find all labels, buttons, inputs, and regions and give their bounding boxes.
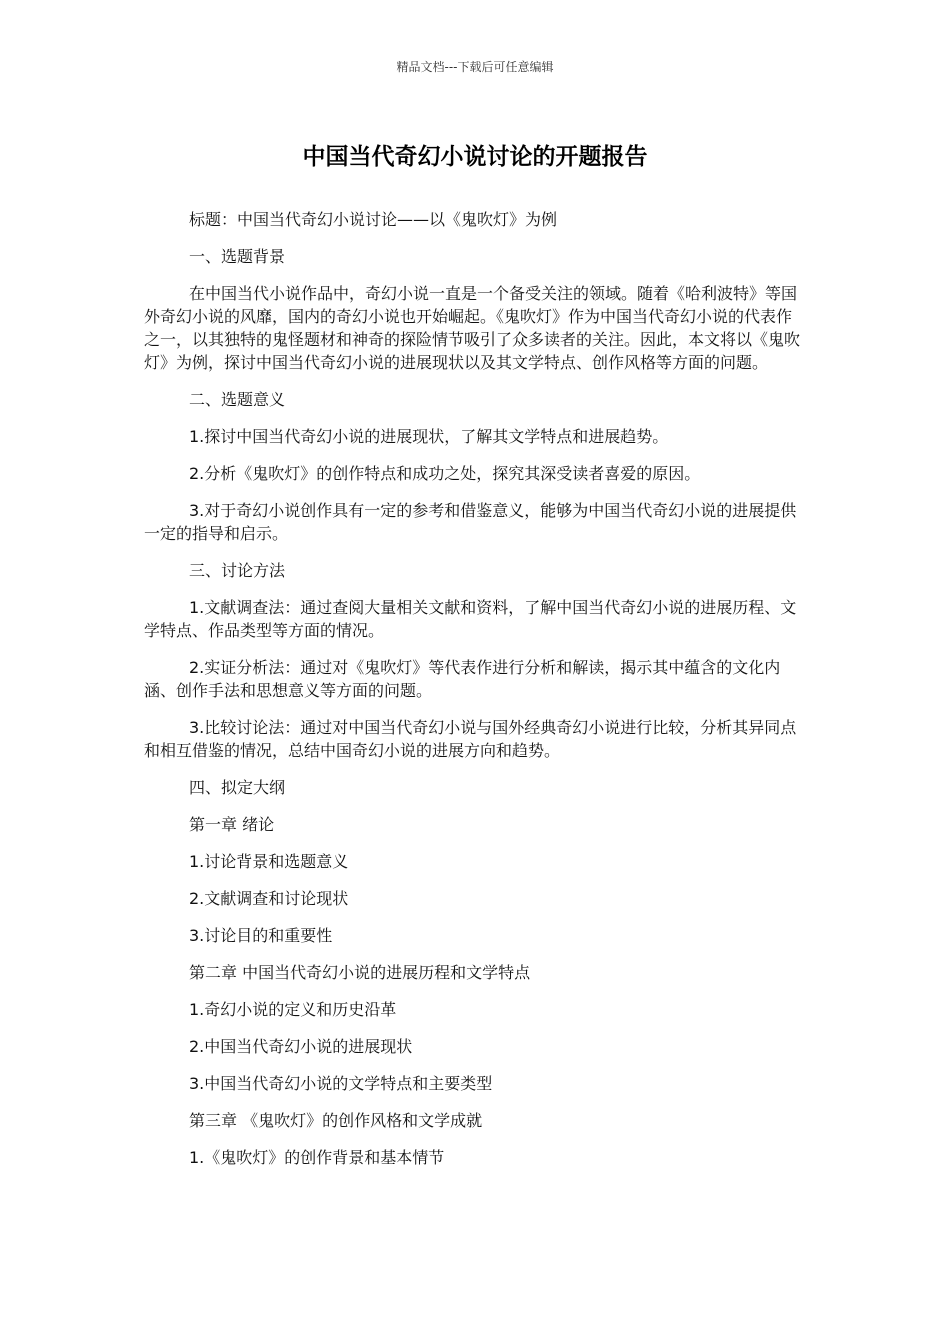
body-paragraph: 在中国当代小说作品中，奇幻小说一直是一个备受关注的领域。随着《哈利波特》等国外奇幻小说的风靡，国内的奇幻小说也开始崛起。《鬼吹灯》作为中国当代奇幻小说的代表作之一，以其独特的鬼怪题材和神奇的探险情节吸引了众多读者的关注。因此，本文将以《鬼吹灯》为例，探讨中国当代奇幻小说的进展现状以及其文学特点、创作风格等方面的问题。 [144,284,801,372]
chapter-heading: 第二章 中国当代奇幻小说的进展历程和文学特点 [189,963,531,982]
outline-item: 1.讨论背景和选题意义 [189,852,349,871]
outline-item: 1.奇幻小说的定义和历史沿革 [189,1000,397,1019]
outline-item: 1.《鬼吹灯》的创作背景和基本情节 [189,1148,445,1167]
list-item: 1.探讨中国当代奇幻小说的进展现状，了解其文学特点和进展趋势。 [189,427,669,446]
chapter-heading: 第三章 《鬼吹灯》的创作风格和文学成就 [189,1111,483,1130]
subtitle-line: 标题：中国当代奇幻小说讨论——以《鬼吹灯》为例 [189,210,558,229]
section-heading: 四、拟定大纲 [189,778,286,797]
section-heading: 三、讨论方法 [189,561,286,580]
outline-item: 3.讨论目的和重要性 [189,926,333,945]
outline-item: 2.文献调查和讨论现状 [189,889,349,908]
outline-item: 3.中国当代奇幻小说的文学特点和主要类型 [189,1074,493,1093]
header-note: 精品文档---下载后可任意编辑 [396,60,554,74]
chapter-heading: 第一章 绪论 [189,815,275,834]
document-body [144,208,806,1183]
list-item: 3.比较讨论法：通过对中国当代奇幻小说与国外经典奇幻小说进行比较，分析其异同点和相互借鉴的情况，总结中国奇幻小说的进展方向和趋势。 [144,718,797,760]
section-heading: 二、选题意义 [189,390,286,409]
list-item: 1.文献调查法：通过查阅大量相关文献和资料，了解中国当代奇幻小说的进展历程、文学特点、作品类型等方面的情况。 [144,598,797,640]
list-item: 3.对于奇幻小说创作具有一定的参考和借鉴意义，能够为中国当代奇幻小说的进展提供一定的指导和启示。 [144,501,797,543]
document-title: 中国当代奇幻小说讨论的开题报告 [302,144,648,170]
list-item: 2.分析《鬼吹灯》的创作特点和成功之处，探究其深受读者喜爱的原因。 [189,464,701,483]
section-heading: 一、选题背景 [189,247,286,266]
list-item: 2.实证分析法：通过对《鬼吹灯》等代表作进行分析和解读，揭示其中蕴含的文化内涵、创作手法和思想意义等方面的问题。 [144,658,781,700]
outline-item: 2.中国当代奇幻小说的进展现状 [189,1037,413,1056]
